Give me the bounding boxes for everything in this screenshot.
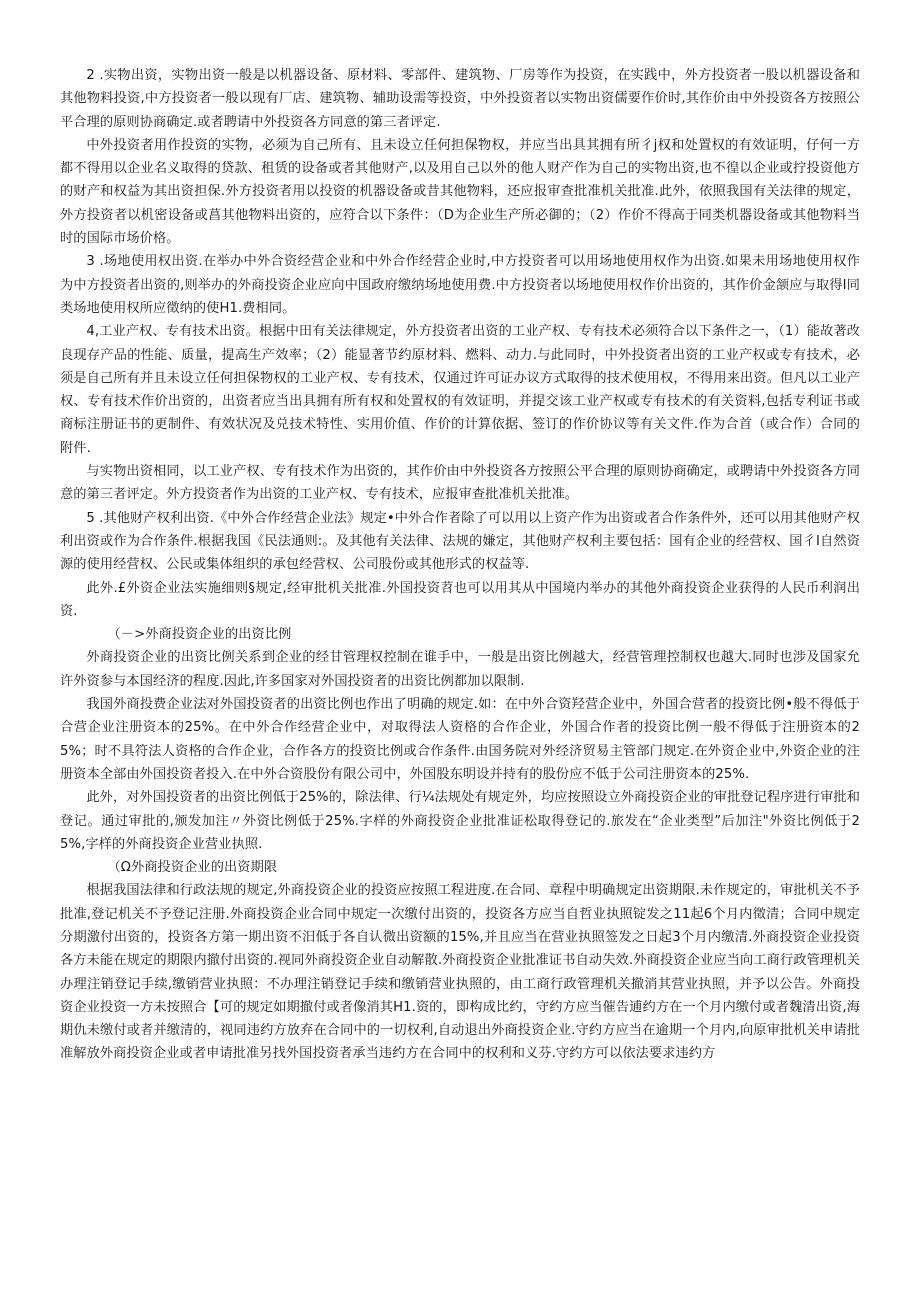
paragraph-other-property-rights: 5 .其他财产权利出资.《中外合作经营企业法》规定•中外合作者除了可以用以上资产作为出资或者合作条件外，还可以用其他财产权利出资或作为合作条件.根据我国《民法通则:。及其他有关法律、法规的嫌定，其他财产权利主要包括：国有企业的经营权、国彳I自然资源的使用经营权、公民或集体组织的承包经营权、公司股份或其他形式的权益等.: [60, 510, 860, 573]
section-heading-contribution-period: （Ω外商投资企业的出资期限: [107, 860, 278, 876]
paragraph-ratio-below-25: 此外，对外国投资者的出资比例低于25%的，除法律、行¼法规处有规定外，均应按照设立外商投资企业的审批登记程序进行审批和登记。通过审批的,颁发加注〃外资比例低于25%.字样的外商投资企业批准证松取得登记的.旅发在“企业类型”后加注"外资比例低于25%,字样的外商投资企业营业执照.: [60, 790, 860, 852]
paragraph-rmb-profit: 此外.£外资企业法实施细则§规定,经审批机关批准.外国投资苕也可以用其从中国境内举办的其他外商投资企业获得的人民币利润出资.: [60, 580, 860, 619]
paragraph-period-rules: 根据我国法律和行政法规的规定,外商投资企业的投资应按照工程进度.在合同、章程中明确规定出资期限.未作规定的，审批机关不予批准,登记机关不予登记注册.外商投资企业合同中规定一次缴付出资的，投资各方应当自哲业执照锭发之11起6个月内徵清；合同中规定分期激付出资的，投资各方第一期出资不汨低于各自认微出资额的15%,并且应当在营业执照签发之日起3个月内缴清.外商投资企业投资各方未能在规定的期限内撤付出资的.视同外商投资企业自动解散.外商投资企业批准证书自动失效.外商投资企业应当向工商行政管理机关办理注销登记手续,缴销营业执照：不办理注销登记手续和缴销营业执照的，由工商行政管理机关撤消其营业执照，并予以公告。外商投资企业投资一方未按照合【可的规定如期撤付或者像消其H1.资的，即构成比约，守约方应当催告逋约方在一个月内缴付或者魏清出资,海期仇未缴付或者并缴清的，视同违约方放弃在合同中的一切权利,自动退出外商投资企业.守约方应当在逾期一个月内,向原审批机关申请批准解放外商投资企业或者申请批准另找外国投资者承当违约方在合同中的权利和义芬.守约方可以依法要求违约方: [60, 883, 860, 1062]
paragraph-physical-contribution: 2 .实物出资，实物出资一般是以机器设备、原材料、零部件、建筑物、厂房等作为投资，在实践中，外方投资者一股以机器设备和其他物料投资,中方投资者一般以现有厂店、建筑物、辅助设需等投资，中外投资者以实物出资儒要作价时,其作价由中外投资各方按照公平合理的原则协商确定.或者聘请中外投资各方同意的第三者评定.: [60, 68, 860, 130]
paragraph-industrial-valuation: 与实物出资相同，以工业产权、专有技术作为出资的，其作价由中外投资各方按照公平合理的原则协商确定，或聘请中外投资各方同意的第三者评定。外方投资者作为出资的工业产权、专有技术，应报审查批准机关批准。: [60, 464, 860, 503]
paragraph-industrial-property: 4,工业产权、专有技术出资。根据中田有关法律规定，外方投资者出资的工业产权、专有技术必须符合以下条件之一，（1）能故著改良现存产品的性能、质量，提高生产效率；（2）能显著节约原材料、燃料、动力.与此同时，中外投资者出资的工业产权或专有技术，必须是自己所有并且未设立任何担保物权的工业产权、专有技术，仅通过许可证办议方式取得的技术使用权，不得用来出资。但凡以工业产权、专有技术作价出资的，出资者应当出具拥有所有权和处置权的有效证明，并提交该工业产权或专有技术的有关资料,包括专利证书或商标注册证书的更制件、有效状况及兑技术特性、实用价值、作价的计算依据、签订的作价协议等有关文件.作为合首（或合作）合同的附件.: [60, 324, 860, 456]
section-heading-contribution-ratio: （－>外商投资企业的出资比例: [107, 627, 292, 643]
paragraph-ratio-rules: 我国外商投费企业法对外国投资者的出资比例也作出了明确的规定.如：在中外合资羟营企业中，外国合营者的投资比例•般不得低于合营企业注册资本的25%。在中外合作经营企业中，对取得法人资格的合作企业，外国合作者的投资比例一般不得低于注册资本的25%；时不具符法人资格的合作企业，合作各方的投资比例或合作条件.由国务院对外经济贸易主管部门规定.在外资企业中,外资企业的注册资本全部由外国投资者投入.在中外合资股份有限公司中，外国股东明设并持有的股份应不低于公司注册资本的25%.: [60, 697, 860, 782]
paragraph-ratio-control: 外商投资企业的出资比例关系到企业的经甘管理权控制在谁手中，一般是出资比例越大，经营管理控制权也越大.同时也涉及国家允许外资参与本国经济的程度.因此,许多国家对外国投资者的出资比例都加以限制.: [60, 650, 860, 689]
paragraph-land-use-right: 3 .场地使用权出资.在举办中外合资经营企业和中外合作经营企业时,中方投资者可以用场地使用权作为出资.如果未用场地使用权作为中方投资者出资的,则举办的外商投资企业应向中国政府缴纳场地使用费.中方投资者以场地使用权作价出资的，其作价金颔应与取得I同类场地使用权所应徵纳的使H1.费相同。: [60, 254, 860, 316]
paragraph-physical-ownership: 中外投资者用作投资的实物，必须为自己所有、且未设立任何担保物权，并应当出具其拥有所彳j权和处置权的有效证明，仔何一方都不得用以企业名义取得的贷款、租赁的设备或者其他财产,以及用自己以外的他人财产作为自己的实物出资,也不徨以企业或拧投资他方的财产和权益为其出资担保.外方投资者用以投资的机器设备或昔其他物料，还应报审查批准机关批准.此外，依照我国有关法律的规定，外方投资者以机密设备或菖其他物料出资的，应符合以下条件：（D为企业生产所必御的；（2）作价不得高于同类机器设备或其他物料当时的国际市场价格。: [60, 137, 860, 247]
